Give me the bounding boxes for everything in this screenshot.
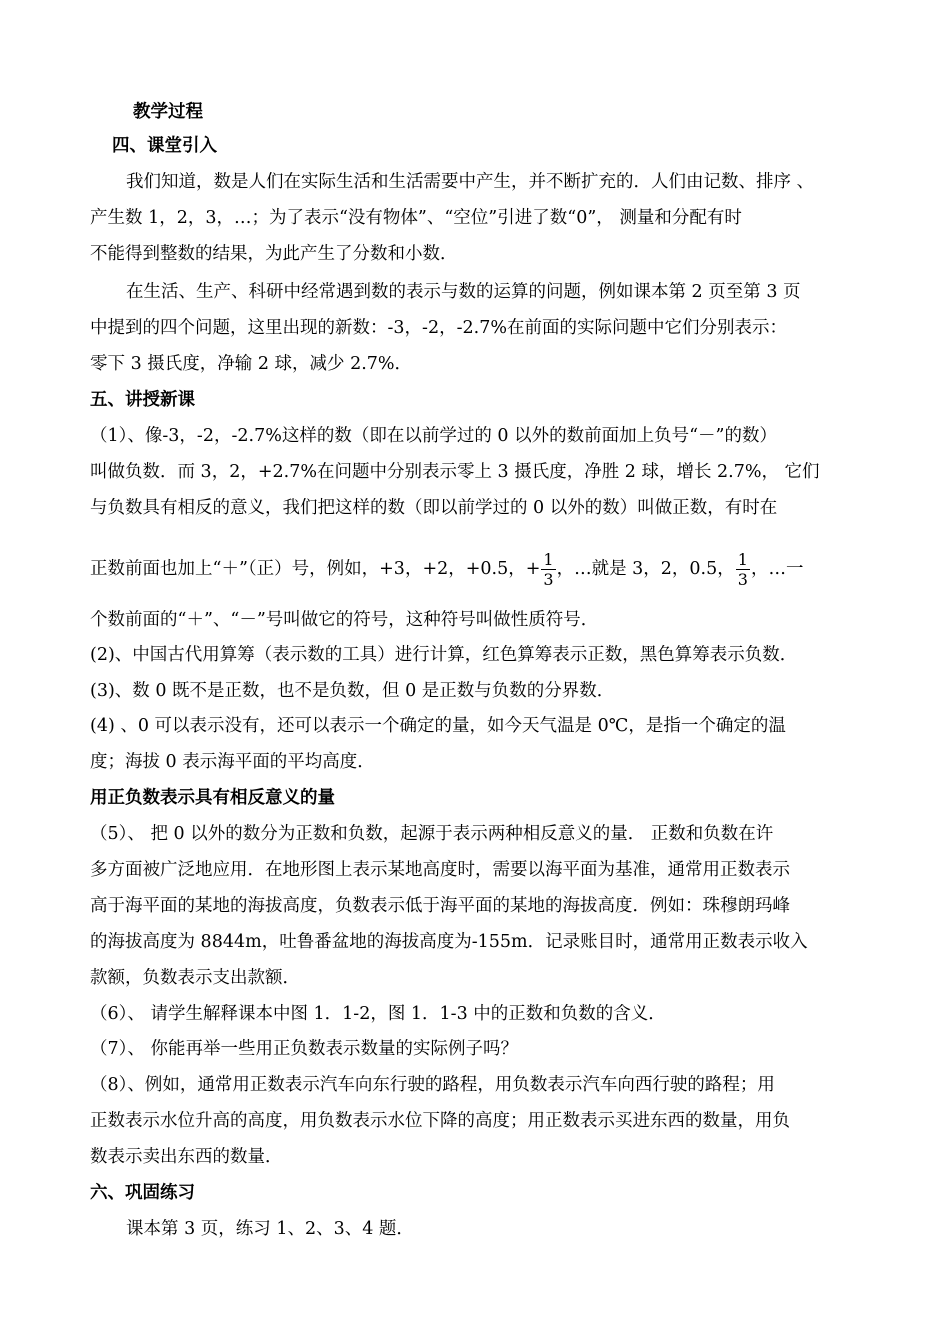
item-8-line: （8）、例如，通常用正数表示汽车向东行驶的路程，用负数表示汽车向西行驶的路程；用: [90, 1075, 775, 1095]
teaching-process-title: 教学过程: [133, 102, 203, 122]
item-5-line: 多方面被广泛地应用．在地形图上表示某地高度时，需要以海平面为基准，通常用正数表示: [90, 860, 790, 880]
item-8-line: 数表示卖出东西的数量．: [90, 1147, 283, 1167]
fraction-line-text-c: ，…一: [750, 559, 804, 579]
fraction-denominator: 3: [543, 570, 554, 589]
item-7: （7）、 你能再举一些用正负数表示数量的实际例子吗？: [90, 1039, 518, 1059]
fraction-numerator: 1: [543, 550, 554, 569]
fraction-numerator: 1: [737, 550, 748, 569]
exercise-line: 课本第 3 页，练习 1、2、3、4 题．: [126, 1219, 414, 1239]
fraction-line-text-a: 正数前面也加上“＋”（正）号，例如，+3，+2，+0.5，+: [90, 559, 541, 579]
item-8-line: 正数表示水位升高的高度，用负数表示水位下降的高度；用正数表示买进东西的数量，用负: [90, 1111, 790, 1131]
item-6: （6）、 请学生解释课本中图 1．1-2，图 1．1-3 中的正数和负数的含义．: [90, 1004, 666, 1024]
item-1-line: 个数前面的“＋”、“－”号叫做它的符号，这种符号叫做性质符号．: [90, 610, 599, 630]
item-1-line: （1）、像-3，-2，-2.7%这样的数（即在以前学过的 0 以外的数前面加上负号“－”的数）: [90, 426, 778, 446]
section-4-heading: 四、课堂引入: [112, 136, 217, 156]
item-3: (3)、数 0 既不是正数，也不是负数，但 0 是正数与负数的分界数．: [90, 681, 615, 701]
item-5-line: （5）、 把 0 以外的数分为正数和负数，起源于表示两种相反意义的量． 正数和负数在许: [90, 824, 774, 844]
paragraph-line: 中提到的四个问题，这里出现的新数：-3，-2，-2.7%在前面的实际问题中它们分别表示：: [90, 318, 787, 338]
item-4-line: 度；海拔 0 表示海平面的平均高度．: [90, 752, 375, 772]
paragraph-line: 在生活、生产、科研中经常遇到数的表示与数的运算的问题，例如课本第 2 页至第 3 页: [126, 282, 801, 302]
item-5-line: 高于海平面的某地的海拔高度，负数表示低于海平面的某地的海拔高度．例如：珠穆朗玛峰: [90, 896, 790, 916]
item-5-line: 的海拔高度为 8844m，吐鲁番盆地的海拔高度为-155m．记录账目时，通常用正数表示收入: [90, 932, 808, 952]
section-6-heading: 六、巩固练习: [90, 1183, 195, 1203]
paragraph-line: 产生数 1，2，3，…；为了表示“没有物体”、“空位”引进了数“0”， 测量和分配有时: [90, 208, 742, 228]
fraction-one-third: [541, 550, 555, 589]
paragraph-line: 不能得到整数的结果，为此产生了分数和小数．: [90, 244, 458, 264]
fraction-one-third: [736, 550, 750, 589]
fraction-denominator: 3: [737, 570, 748, 589]
section-5-heading: 五、讲授新课: [90, 390, 195, 410]
item-2: (2)、中国古代用算筹（表示数的工具）进行计算，红色算筹表示正数，黑色算筹表示负数．: [90, 645, 798, 665]
fraction-line-text-b: ，…就是 3，2，0.5，: [556, 559, 735, 579]
item-1-line: 叫做负数．而 3，2，+2.7%在问题中分别表示零上 3 摄氏度，净胜 2 球，增长 2.7%， 它们: [90, 462, 820, 482]
paragraph-line: 零下 3 摄氏度，净输 2 球，减少 2.7%．: [90, 354, 413, 374]
item-1-fraction-line: [90, 549, 860, 589]
item-4-line: (4) 、0 可以表示没有，还可以表示一个确定的量，如今天气温是 0℃，是指一个确定的温: [90, 716, 786, 736]
subheading: 用正负数表示具有相反意义的量: [90, 788, 335, 808]
item-5-line: 款额，负数表示支出款额．: [90, 968, 300, 988]
paragraph-line: 我们知道，数是人们在实际生活和生活需要中产生，并不断扩充的．人们由记数、排序 、: [126, 172, 815, 192]
item-1-line: 与负数具有相反的意义，我们把这样的数（即以前学过的 0 以外的数）叫做正数，有时在: [90, 498, 778, 518]
